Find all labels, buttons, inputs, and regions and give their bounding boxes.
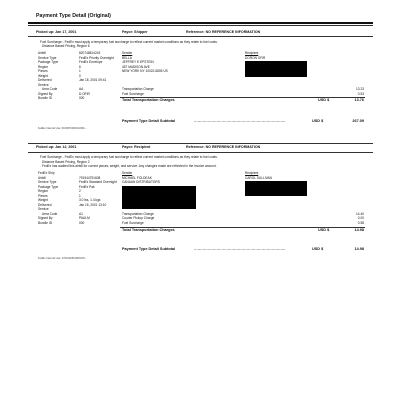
field-value: FedEx Pak	[79, 184, 95, 189]
field-value: 2	[79, 189, 81, 193]
field-label: Signed By	[38, 216, 53, 220]
section-1-subtotal-amount: 267.09	[352, 119, 364, 123]
redaction-block	[245, 181, 307, 196]
section-1-sender-line: 457 MADISON AVE	[122, 64, 150, 69]
section-1-subtotal-label: Payment Type Detail Subtotal	[122, 119, 176, 123]
section-1-note: Fuel Surcharge - FedEx must apply a temporary fuel surcharge to reflect current market conditions as they relate to fuel costs.	[40, 40, 218, 44]
field-value: Jan 15, 2001 13:10	[79, 202, 107, 207]
section-1-sender-label: Sender	[122, 51, 133, 55]
field-label: Region	[38, 189, 49, 193]
section-2-note: Fuel Surcharge - FedEx must apply a temporary fuel surcharge to reflect current market conditions as they relate to fuel costs.	[40, 155, 218, 159]
section-1-footer: FedEx Internal Use: 0160970400013491...	[38, 127, 87, 130]
section-2-total-currency: USD $	[318, 228, 330, 232]
field-value: 1	[79, 193, 81, 198]
field-value: 1	[79, 69, 81, 73]
field-value: 000	[79, 220, 85, 225]
field-label: Pieces	[38, 193, 48, 198]
section-2-reference: Reference: NO REFERENCE INFORMATION	[186, 145, 261, 149]
field-value: AA	[79, 87, 84, 91]
field-label: Service	[38, 207, 49, 211]
field-value: FedEx Envelope	[79, 60, 103, 64]
section-1-recipient-label: Recipient	[245, 51, 259, 55]
section-2-charge-label: Fuel Surcharge	[122, 220, 144, 225]
section-2-picked-up: Picked up: Jan 12, 2001	[36, 145, 77, 149]
section-2-recipient-line: CAROL SULLIVAN	[245, 175, 272, 180]
section-2-header-rule	[28, 152, 373, 153]
field-label: Service Type	[38, 55, 57, 60]
section-1-payor: Payor: Shipper	[122, 30, 148, 34]
redaction-block	[122, 186, 196, 209]
field-value: 820748814243	[79, 51, 101, 55]
field-label: Weight	[38, 73, 48, 78]
field-value: 3.0 lbs, 1.4 kgs	[79, 198, 101, 202]
field-value: A1	[79, 211, 83, 216]
field-label: Service Type	[38, 180, 57, 184]
field-label: Package Type	[38, 184, 59, 189]
section-2-charge-amount: 0.58	[357, 220, 364, 225]
section-2-total-label: Total Transportation Charges	[122, 228, 175, 232]
field-label: Airbill	[38, 175, 46, 180]
section-2-note: FedEx has audited this airbill for correct pieces, weight, and service. Any changes made are reflected in the invoice amount.	[42, 164, 217, 168]
section-2-charge-label: Transportation Charge	[122, 211, 154, 216]
field-value: Jan 18, 2001 09:41	[79, 78, 107, 82]
section-1-sender-line: BELLA	[122, 55, 132, 60]
section-2-subtotal-currency: USD $	[312, 247, 324, 251]
field-label: Delivered	[38, 78, 52, 82]
section-2-charge-amount: 14.40	[356, 211, 364, 216]
section-2-subtotal-amount: 14.98	[354, 247, 364, 251]
field-label: Package Type	[38, 60, 59, 64]
field-value: D.OFIR	[79, 91, 90, 96]
section-2-sender-line: MICHAEL FOLDEAK	[122, 175, 152, 180]
section-1-picked-up: Picked up: Jan 17, 2001	[36, 30, 77, 34]
field-label: Bundle ID	[38, 220, 52, 225]
field-value: 0	[79, 73, 81, 78]
field-label: FedEx Ship	[38, 171, 55, 175]
field-value: FedEx Standard Overnight	[79, 180, 117, 184]
field-label: Delivered	[38, 202, 52, 207]
section-2-charge-amount: 0.00	[357, 216, 364, 220]
section-2-top-rule	[28, 143, 373, 144]
document-title: Payment Type Detail (Original)	[36, 13, 111, 19]
section-2-subtotal-label: Payment Type Detail Subtotal	[122, 247, 176, 251]
section-2-charge-label: Courier Pickup Charge	[122, 216, 155, 220]
field-label: Area Code	[42, 211, 58, 216]
section-2-recipient-label: Recipient	[245, 171, 259, 175]
section-1-charge-amount: 13.23	[356, 87, 364, 91]
field-value: 000	[79, 96, 85, 100]
section-1-total-currency: USD $	[318, 98, 330, 102]
field-label: Weight	[38, 198, 48, 202]
field-value: 6	[79, 64, 81, 69]
field-label: Pieces	[38, 69, 48, 73]
section-1-header-rule	[28, 36, 373, 37]
field-label: Area Code	[42, 87, 58, 91]
section-1-charge-label: Transportation Charge	[122, 87, 154, 91]
section-2-subtotal-leader: .........................................................................	[194, 247, 286, 251]
section-2-footer: FedEx Internal Use: 4701630501900470...	[38, 257, 87, 260]
section-1-note: Distance Based Pricing, Region 6	[42, 44, 90, 48]
section-1-reference: Reference: NO REFERENCE INFORMATION	[186, 30, 261, 34]
section-2-payor: Payor: Recipient	[122, 145, 151, 149]
section-1-subtotal-leader: .........................................................................	[194, 119, 286, 123]
title-rule	[28, 22, 373, 24]
section-1-sender-line: JEFFREY E EPSTEIN	[122, 60, 154, 64]
field-value: FedEx Priority Overnight	[79, 55, 114, 60]
section-1-subtotal-currency: USD $	[312, 119, 324, 123]
section-2-note: Distance Based Pricing, Region 2	[42, 159, 90, 164]
section-2-sender-line: CANAAN DISTRIBUTORS	[122, 180, 160, 184]
field-value: 791944791608	[79, 175, 101, 180]
field-label: Airbill	[38, 51, 46, 55]
section-2-sender-label: Sender	[122, 171, 133, 175]
section-1-charge-amount: 0.53	[357, 91, 364, 96]
section-1-recipient-line: DORON OFIR	[245, 55, 266, 60]
section-1-total-label: Total Transportation Charges	[122, 98, 175, 102]
section-1-charge-label: Fuel Surcharge	[122, 91, 144, 96]
field-label: Bundle ID	[38, 96, 52, 100]
field-label: Service	[38, 82, 49, 87]
field-label: Signed By	[38, 91, 53, 96]
section-2-total-amount: 14.98	[354, 228, 364, 232]
section-1-top-rule	[28, 25, 373, 26]
field-value: PAULM	[79, 216, 90, 220]
section-1-sender-line: NEW YORK NY 10022-6805 US	[122, 69, 168, 73]
section-1-total-amount: 13.76	[354, 98, 364, 102]
redaction-block	[245, 61, 307, 77]
field-label: Region	[38, 64, 49, 69]
